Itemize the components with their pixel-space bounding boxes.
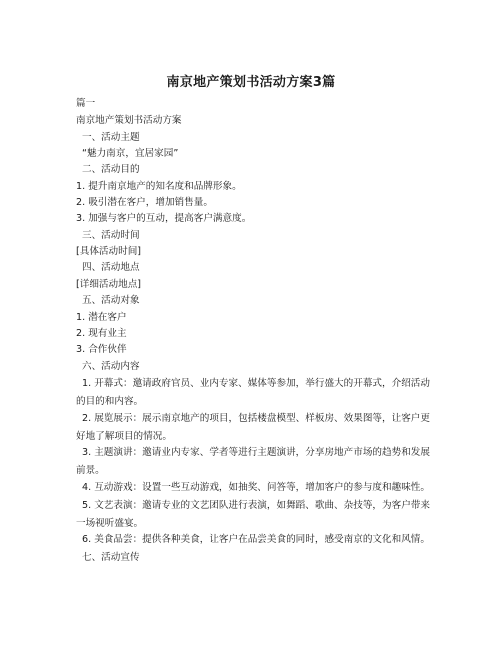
content-item: 1. 开幕式：邀请政府官员、业内专家、媒体等参加，举行盛大的开幕式，介绍活动的目的和内容。 xyxy=(76,378,430,407)
content-item: 5. 文艺表演：邀请专业的文艺团队进行表演，如舞蹈、歌曲、杂技等，为客户带来一场视听盛宴。 xyxy=(76,500,430,529)
content-item: 2. 展览展示：展示南京地产的项目，包括楼盘模型、样板房、效果图等，让客户更好地了解项目的情况。 xyxy=(76,413,430,442)
purpose-item: 3. 加强与客户的互动，提高客户满意度。 xyxy=(76,213,252,224)
section-heading-promotion: 七、活动宣传 xyxy=(82,552,140,563)
audience-item: 3. 合作伙伴 xyxy=(76,344,127,355)
purpose-item: 1. 提升南京地产的知名度和品牌形象。 xyxy=(76,181,242,192)
section-heading-purpose: 二、活动目的 xyxy=(82,164,140,175)
section-heading-content: 六、活动内容 xyxy=(82,361,140,372)
content-item: 6. 美食品尝：提供各种美食，让客户在品尝美食的同时，感受南京的文化和风情。 xyxy=(82,534,430,545)
section-heading-theme: 一、活动主题 xyxy=(82,132,140,143)
section-heading-place: 四、活动地点 xyxy=(82,262,140,273)
part-label: 篇一 xyxy=(76,98,96,109)
plan-subtitle: 南京地产策划书活动方案 xyxy=(76,115,182,126)
place-text: [详细活动地点] xyxy=(76,279,142,290)
purpose-item: 2. 吸引潜在客户，增加销售量。 xyxy=(76,197,213,208)
section-heading-time: 三、活动时间 xyxy=(82,230,140,241)
audience-item: 1. 潜在客户 xyxy=(76,312,127,323)
document-title: 南京地产策划书活动方案3篇 xyxy=(166,75,336,90)
time-text: [具体活动时间] xyxy=(76,246,142,257)
audience-item: 2. 现有业主 xyxy=(76,328,127,339)
section-heading-audience: 五、活动对象 xyxy=(82,295,140,306)
content-item: 3. 主题演讲：邀请业内专家、学者等进行主题演讲，分享房地产市场的趋势和发展前景。 xyxy=(76,447,430,476)
content-item: 4. 互动游戏：设置一些互动游戏，如抽奖、问答等，增加客户的参与度和趣味性。 xyxy=(82,482,430,493)
theme-text: “魅力南京，宜居家园” xyxy=(82,148,179,159)
